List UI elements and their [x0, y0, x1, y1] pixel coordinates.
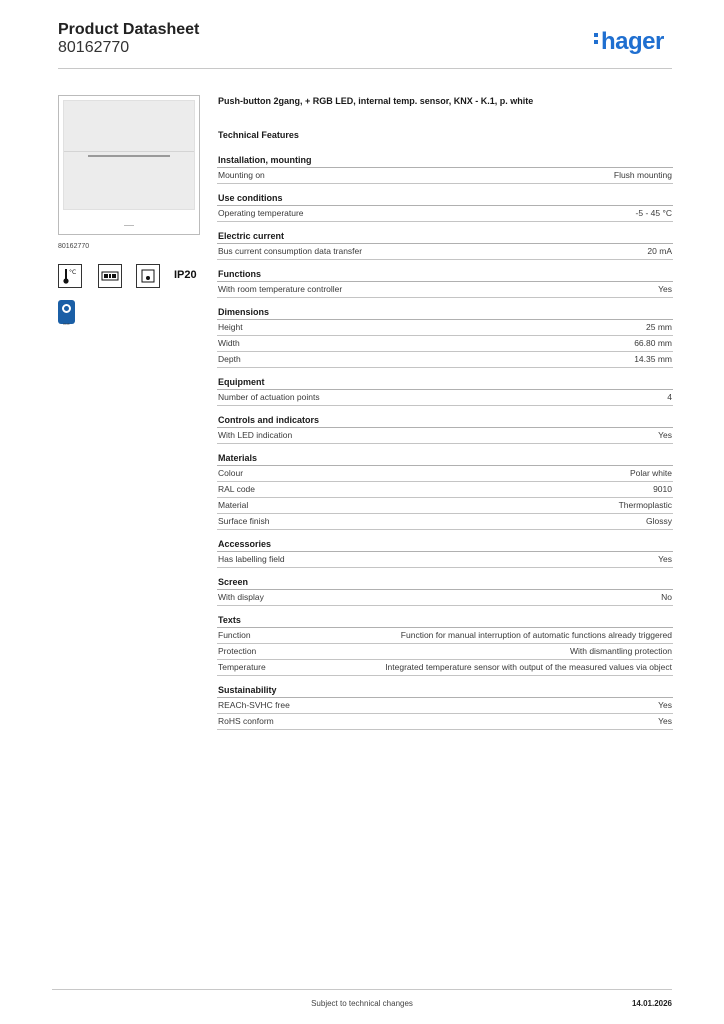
- logo-dots: [594, 30, 599, 47]
- led-strip: [88, 155, 170, 157]
- spec-label: With display: [218, 592, 264, 602]
- spec-section: [217, 193, 673, 222]
- spec-label: Surface finish: [218, 516, 270, 526]
- spec-label: With LED indication: [218, 430, 293, 440]
- section-title: Controls and indicators: [217, 415, 673, 428]
- section-title: Installation, mounting: [217, 155, 673, 168]
- spec-row: [217, 498, 673, 514]
- section-title: Sustainability: [217, 685, 673, 698]
- spec-value: Flush mounting: [613, 170, 672, 180]
- spec-value: 20 mA: [647, 246, 672, 256]
- product-number: 80162770: [58, 39, 130, 56]
- spec-value: Integrated temperature sensor with output of the measured values via object: [385, 662, 672, 672]
- spec-value: Thermoplastic: [618, 500, 672, 510]
- spec-value: 66.80 mm: [634, 338, 672, 348]
- spec-value: Polar white: [629, 468, 672, 478]
- spec-section: [217, 685, 673, 730]
- section-title: Electric current: [217, 231, 673, 244]
- section-title: Screen: [217, 577, 673, 590]
- section-title: Use conditions: [217, 193, 673, 206]
- spec-row: [217, 428, 673, 444]
- section-title: Accessories: [217, 539, 673, 552]
- spec-value: With dismantling protection: [569, 646, 672, 656]
- section-title: Functions: [217, 269, 673, 282]
- spec-section: [217, 539, 673, 568]
- section-title: Texts: [217, 615, 673, 628]
- spec-label: Colour: [218, 468, 244, 478]
- spec-label: With room temperature controller: [218, 284, 343, 294]
- push-button-rocker: [63, 100, 195, 210]
- sensor-icon: [136, 264, 160, 288]
- spec-label: RoHS conform: [218, 716, 274, 726]
- spec-label: Has labelling field: [218, 554, 285, 564]
- spec-label: RAL code: [218, 484, 256, 494]
- image-caption: 80162770: [58, 243, 90, 250]
- spec-table: [217, 155, 673, 739]
- temperature-icon: [58, 264, 82, 288]
- housing-notch: [124, 225, 134, 226]
- spec-value: 25 mm: [646, 322, 672, 332]
- spec-label: Height: [218, 322, 243, 332]
- spec-label: Mounting on: [218, 170, 265, 180]
- spec-section: [217, 577, 673, 606]
- spec-row: [217, 714, 673, 730]
- push-button-icon: [98, 264, 122, 288]
- spec-label: Depth: [218, 354, 241, 364]
- spec-row: [217, 552, 673, 568]
- spec-row: [217, 590, 673, 606]
- logo-text: hager: [601, 28, 664, 55]
- spec-value: Glossy: [646, 516, 672, 526]
- spec-label: Material: [218, 500, 249, 510]
- spec-value: Yes: [658, 700, 672, 710]
- spec-value: Yes: [658, 716, 672, 726]
- spec-value: Function for manual interruption of automatic functions already triggered: [400, 630, 672, 640]
- spec-section: [217, 269, 673, 298]
- spec-section: [217, 453, 673, 530]
- brand-logo[interactable]: [594, 30, 664, 54]
- spec-row: [217, 644, 673, 660]
- knx-badge-icon: [58, 300, 75, 324]
- spec-row: [217, 336, 673, 352]
- spec-row: [217, 282, 673, 298]
- spec-label: Number of actuation points: [218, 392, 320, 402]
- section-title: Materials: [217, 453, 673, 466]
- spec-row: [217, 482, 673, 498]
- header-divider: [58, 68, 672, 69]
- spec-row: [217, 514, 673, 530]
- page-title: Product Datasheet: [58, 21, 200, 38]
- footer-date: 14.01.2026: [631, 999, 672, 1008]
- spec-value: 9010: [653, 484, 672, 494]
- spec-label: Function: [218, 630, 251, 640]
- spec-section: [217, 231, 673, 260]
- spec-row: [217, 628, 673, 644]
- spec-row: [217, 168, 673, 184]
- spec-section: [217, 615, 673, 676]
- svg-text:°C: °C: [69, 269, 77, 276]
- badge-caption: KNX: [63, 322, 70, 326]
- spec-row: [217, 698, 673, 714]
- spec-row: [217, 320, 673, 336]
- spec-row: [217, 244, 673, 260]
- spec-value: 14.35 mm: [634, 354, 672, 364]
- ip-rating-label: IP20: [174, 269, 197, 281]
- footer-divider: [52, 989, 672, 990]
- spec-label: REACh-SVHC free: [218, 700, 290, 710]
- spec-section: [217, 155, 673, 184]
- section-title: Equipment: [217, 377, 673, 390]
- spec-label: Width: [218, 338, 240, 348]
- spec-row: [217, 352, 673, 368]
- footer-note: Subject to technical changes: [311, 999, 413, 1008]
- spec-value: 4: [667, 392, 672, 402]
- spec-value: -5 - 45 °C: [635, 208, 672, 218]
- rocker-split-line: [64, 151, 194, 152]
- spec-label: Bus current consumption data transfer: [218, 246, 363, 256]
- spec-row: [217, 660, 673, 676]
- spec-label: Protection: [218, 646, 257, 656]
- spec-row: [217, 206, 673, 222]
- spec-row: [217, 390, 673, 406]
- spec-row: [217, 466, 673, 482]
- spec-section: [217, 377, 673, 406]
- spec-label: Temperature: [218, 662, 266, 672]
- spec-value: Yes: [658, 430, 672, 440]
- spec-value: No: [661, 592, 672, 602]
- spec-value: Yes: [658, 554, 672, 564]
- spec-label: Operating temperature: [218, 208, 304, 218]
- spec-value: Yes: [658, 284, 672, 294]
- spec-section: [217, 307, 673, 368]
- product-description: Push-button 2gang, + RGB LED, internal temp. sensor, KNX - K.1, p. white: [218, 96, 534, 106]
- technical-features-heading: Technical Features: [218, 130, 299, 140]
- section-title: Dimensions: [217, 307, 673, 320]
- spec-section: [217, 415, 673, 444]
- product-image: [58, 95, 200, 235]
